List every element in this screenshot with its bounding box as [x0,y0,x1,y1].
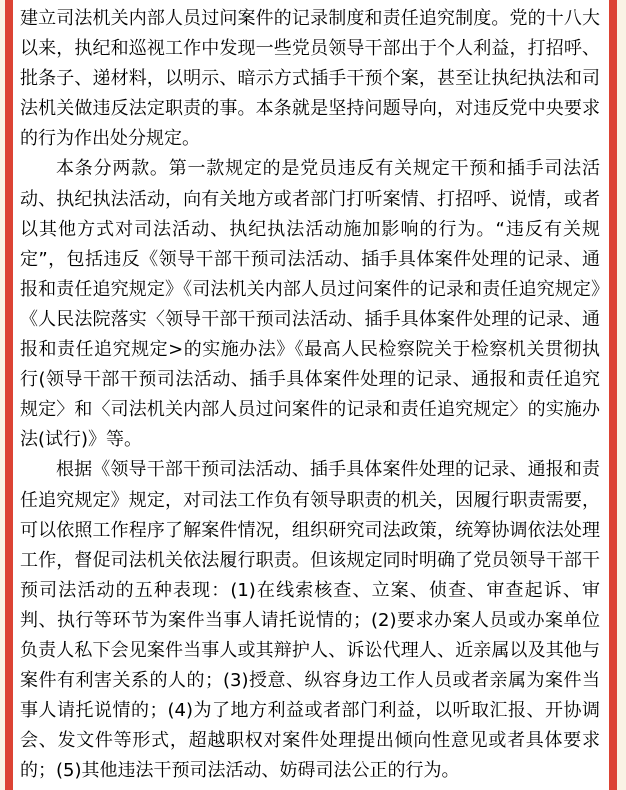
paragraph-clause-explanation: 本条分两款。第一款规定的是党员违反有关规定干预和插手司法活动、执纪执法活动，向有关地方或者部门打听案情、打招呼、说情，或者以其他方式对司法活动、执纪执法活动施加影响的行为。“违反有关规定”，包括违反《领导干部干预司法活动、插手具体案件处理的记录、通报和责任追究规定》《司法机关内部人员过问案件的记录和责任追究规定》《人民法院落实〈领导干部干预司法活动、插手具体案件处理的记录、通报和责任追究规定>的实施办法》《最高人民检察院关于检察机关贯彻执行(领导干部干预司法活动、插手具体案件处理的记录、通报和责任追究规定〉和〈司法机关内部人员过问案件的记录和责任追究规定〉的实施办法(试行)》等。 [20,158,600,451]
document-body-text [20,4,600,786]
left-border-bar [5,0,13,790]
right-page-edge [617,0,626,790]
document-content [13,0,609,790]
paragraph-continuation: 建立司法机关内部人员过问案件的记录制度和责任追究制度。党的十八大以来，执纪和巡视工作中发现一些党员领导干部出于个人利益，打招呼、批条子、递材料，以明示、暗示方式插手干预个案，甚至让执纪执法和司法机关做违反法定职责的事。本条就是坚持问题导向，对违反党中央要求的行为作出处分规定。 [20,8,600,150]
paragraph-five-manifestations: 根据《领导干部干预司法活动、插手具体案件处理的记录、通报和责任追究规定》规定，对司法工作负有领导职责的机关，因履行职责需要，可以依照工作程序了解案件情况，组织研究司法政策，统筹协调依法处理工作，督促司法机关依法履行职责。但该规定同时明确了党员领导干部干预司法活动的五种表现：(1)在线索核查、立案、侦查、审查起诉、审判、执行等环节为案件当事人请托说情的；(2)要求办案人员或办案单位负责人私下会见案件当事人或其辩护人、诉讼代理人、近亲属以及其他与案件有利害关系的人的；(3)授意、纵容身边工作人员或者亲属为案件当事人请托说情的；(4)为了地方利益或者部门利益，以听取汇报、开协调会、发文件等形式，超越职权对案件处理提出倾向性意见或者具体要求的；(5)其他违法干预司法活动、妨碍司法公正的行为。 [20,459,600,782]
right-border-bar [609,0,617,790]
